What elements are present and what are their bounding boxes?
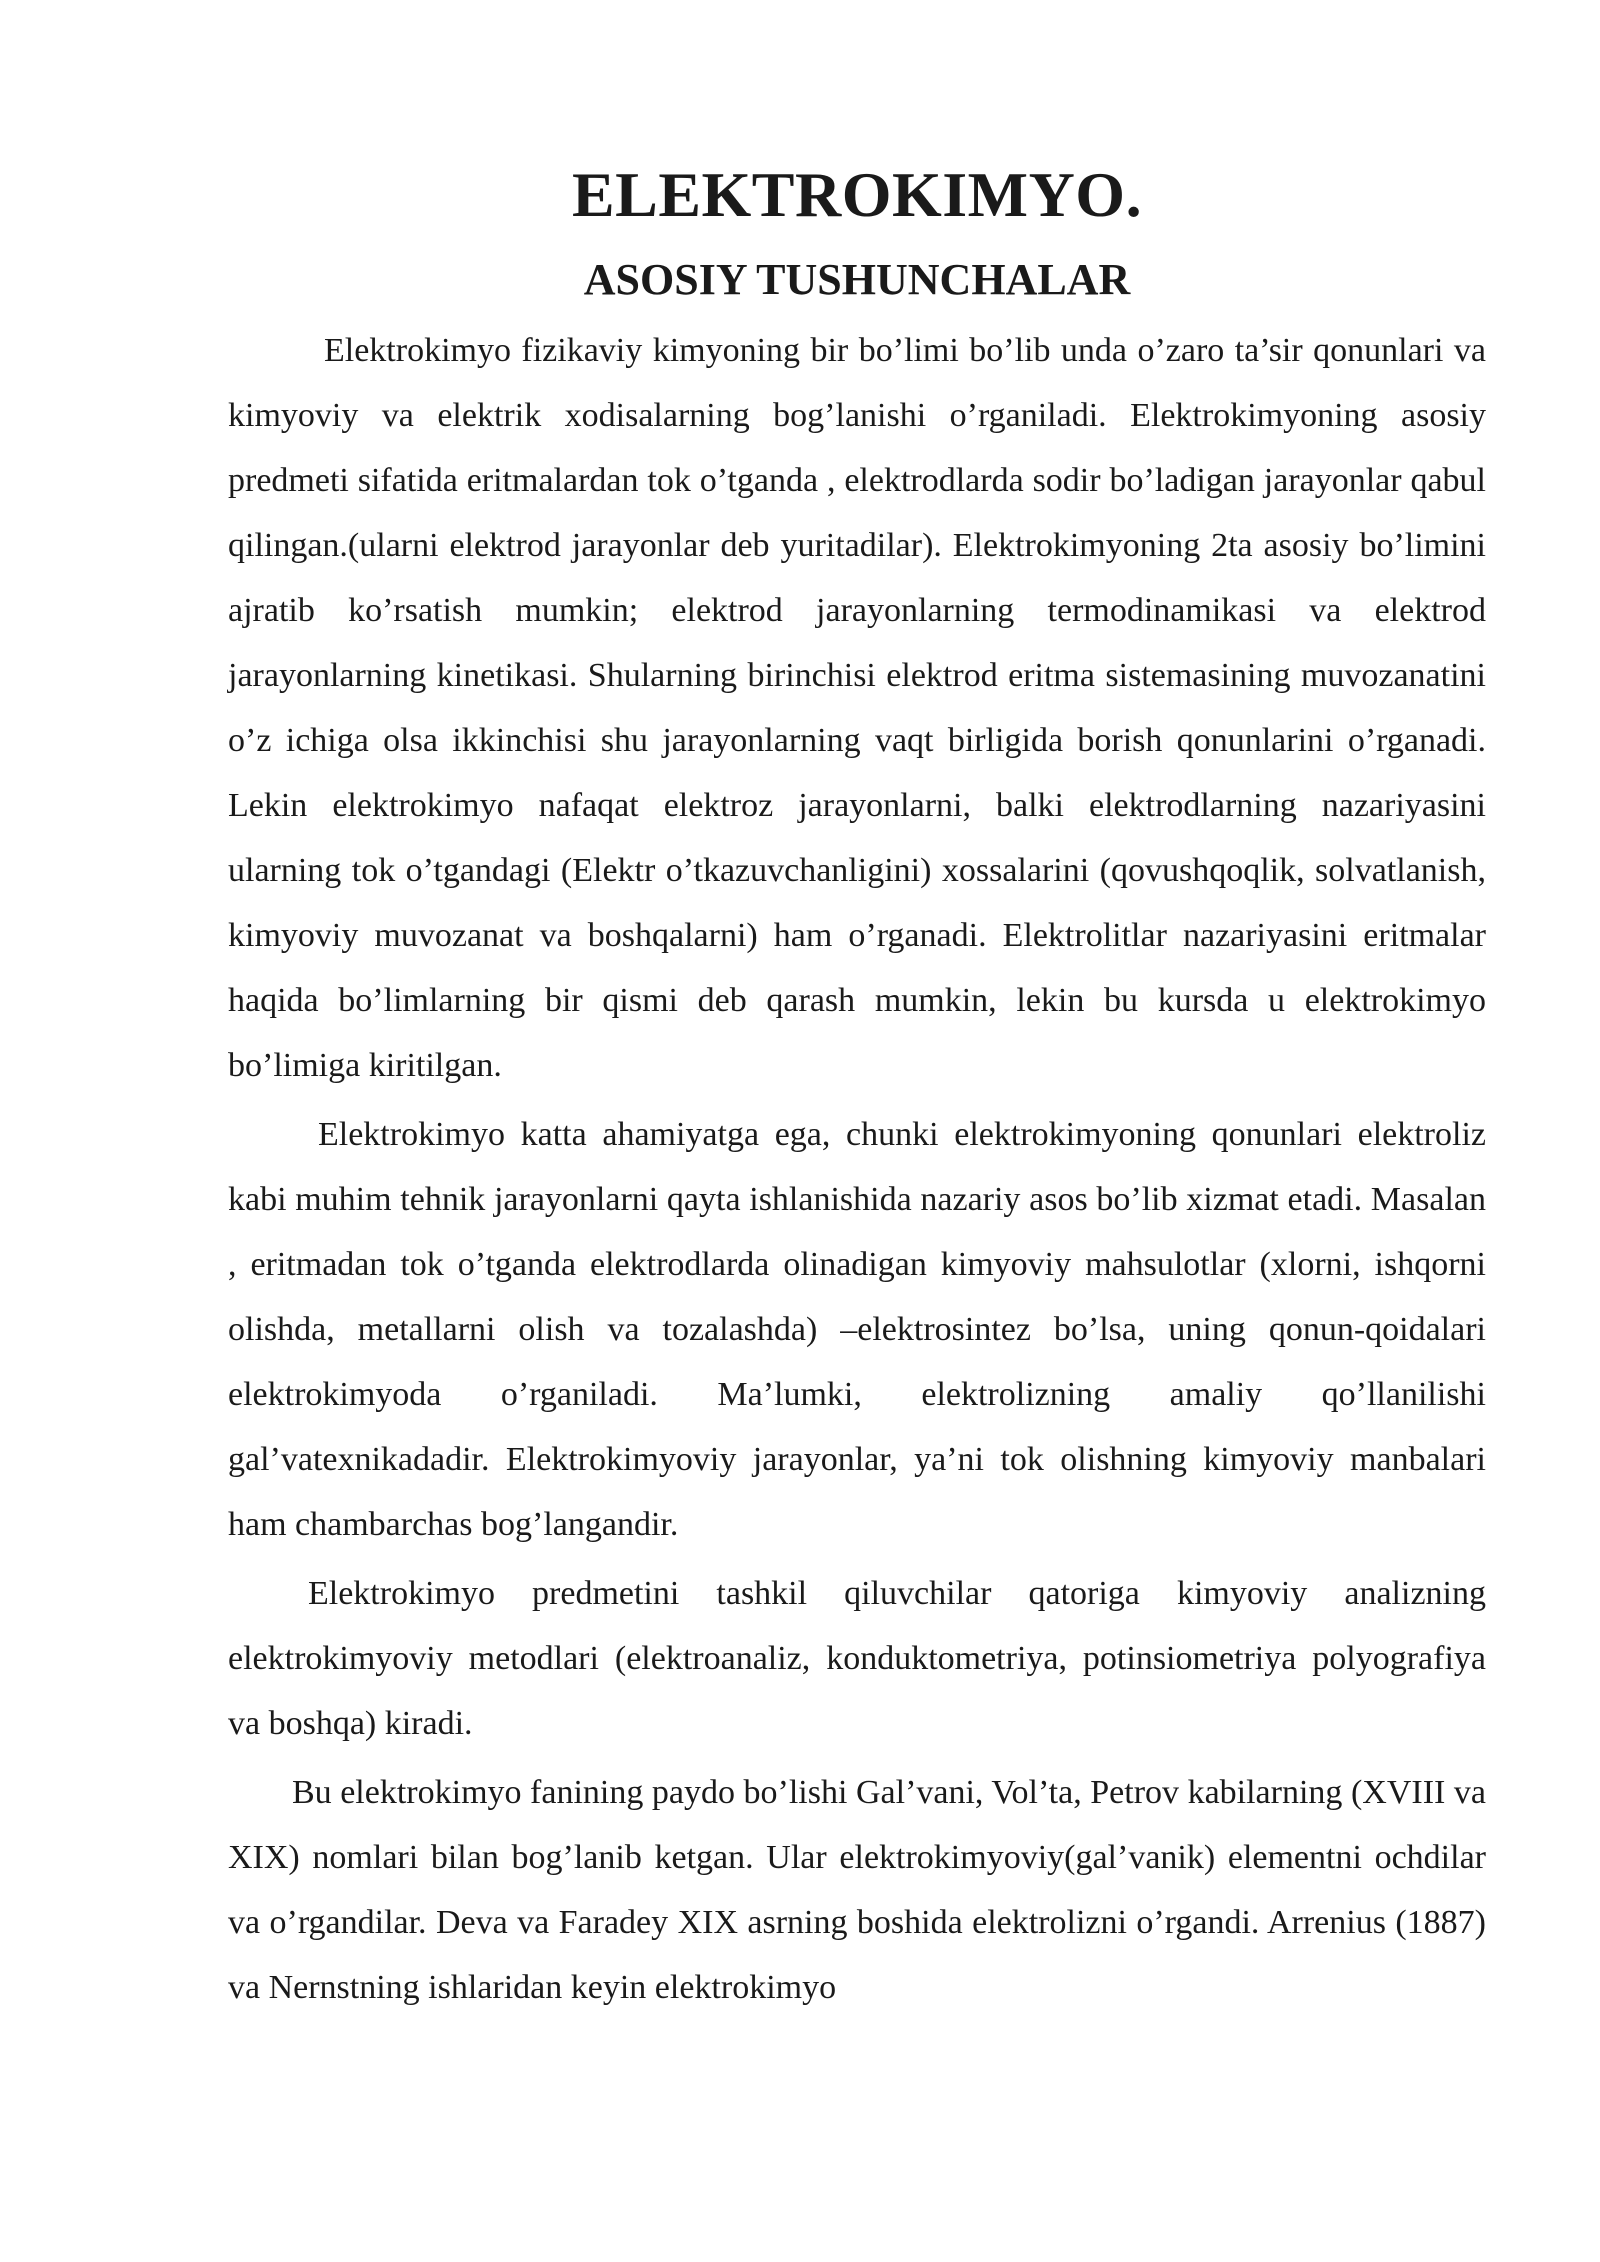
paragraph-intro: Elektrokimyo fizikaviy kimyoning bir bo’limi bo’lib unda o’zaro ta’sir qonunlari va kimyoviy va elektrik xodisalarning bog’lanishi o’rganiladi. Elektrokimyoning asosiy predmeti sifatida eritmalardan tok o’tganda , elektrodlarda sodir bo’ladigan jarayonlar qabul qilingan.(ularni elektrod jarayonlar deb yuritadilar). Elektrokimyoning 2ta asosiy bo’limini ajratib ko’rsatish mumkin; elektrod jarayonlarning termodinamikasi va elektrod jarayonlarning kinetikasi. Shularning birinchisi elektrod eritma sistemasining muvozanatini o’z ichiga olsa ikkinchisi shu jarayonlarning vaqt birligida borish qonunlarini o’rganadi. Lekin elektrokimyo nafaqat elektroz jarayonlarni, balki elektrodlarning nazariyasini ularning tok o’tgandagi (Elektr o’tkazuvchanligini) xossalarini (qovushqoqlik, solvatlanish, kimyoviy muvozanat va boshqalarni) ham o’rganadi. Elektrolitlar nazariyasini eritmalar haqida bo’limlarning bir qismi deb qarash mumkin, lekin bu kursda u elektrokimyo bo’limiga kiritilgan. — [228, 332, 1486, 1084]
document-page — [228, 150, 1486, 2024]
document-title: ELEKTROKIMYO. — [571, 159, 1143, 230]
paragraph-history: Bu elektrokimyo fanining paydo bo’lishi Gal’vani, Vol’ta, Petrov kabilarning (XVIII va XIX) nomlari bilan bog’lanib ketgan. Ular elektrokimyoviy(gal’vanik) elementni ochdilar va o’rgandilar. Deva va Faradey XIX asrning boshida elektrolizni o’rgandi. Arrenius (1887) va Nernstning ishlaridan keyin elektrokimyo — [228, 1774, 1486, 2006]
paragraph-importance: Elektrokimyo katta ahamiyatga ega, chunki elektrokimyoning qonunlari elektroliz kabi muhim tehnik jarayonlarni qayta ishlanishida nazariy asos bo’lib xizmat etadi. Masalan , eritmadan tok o’tganda elektrodlarda olinadigan kimyoviy mahsulotlar (xlorni, ishqorni olishda, metallarni olish va tozalashda) –elektrosintez bo’lsa, uning qonun-qoidalari elektrokimyoda o’rganiladi. Ma’lumki, elektrolizning amaliy qo’llanilishi gal’vatexnikadadir. Elektrokimyoviy jarayonlar, ya’ni tok olishning kimyoviy manbalari ham chambarchas bog’langandir. — [228, 1116, 1486, 1543]
document-subtitle: ASOSIY TUSHUNCHALAR — [583, 255, 1131, 304]
paragraph-methods: Elektrokimyo predmetini tashkil qiluvchilar qatoriga kimyoviy analizning elektrokimyoviy metodlari (elektroanaliz, konduktometriya, potinsiometriya polyografiya va boshqa) kiradi. — [228, 1575, 1486, 1742]
